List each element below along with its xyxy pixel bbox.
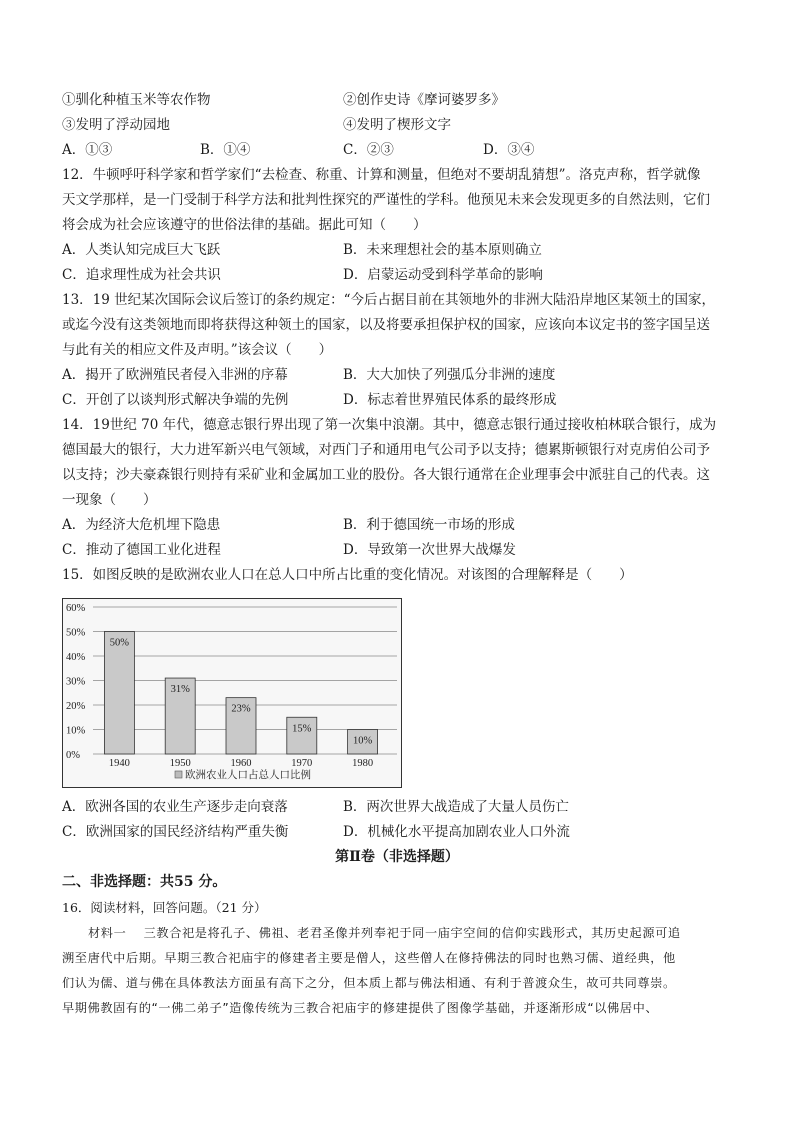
x-tick-label: 1980 [352, 758, 374, 769]
data-label: 50% [109, 637, 130, 649]
q14-stem-line-3: 以支持；沙夫豪森银行则持有采矿业和金属加工业的股份。各大银行通常在企业理事会中派驻自己的代表。这 [62, 467, 710, 483]
q13-option-a: A．揭开了欧洲殖民者侵入非洲的序幕 [62, 367, 288, 383]
material-line-3: 们认为儒、道与佛在具体教法方面虽有高下之分，但本质上都与佛法相通、有利于普渡众生，故可共同尊崇。 [62, 976, 676, 990]
q15-option-b: B．两次世界大战造成了大量人员伤亡 [343, 799, 569, 815]
q11-item-2: ②创作史诗《摩诃婆罗多》 [343, 92, 505, 108]
q14-option-b: B．利于德国统一市场的形成 [343, 517, 515, 533]
q13-option-c: C．开创了以谈判形式解决争端的先例 [62, 392, 289, 408]
q13-stem-line-3: 与此有关的相应文件及声明。”该会议（ ） [62, 342, 333, 358]
y-tick-label: 50% [66, 627, 86, 639]
y-tick-label: 40% [66, 652, 86, 663]
q11-item-3: ③发明了浮动园地 [62, 117, 170, 133]
material-line-2: 溯至唐代中后期。早期三教合祀庙宇的修建者主要是僧人，这些僧人在修持佛法的同时也熟习儒、道经典，他 [62, 951, 676, 965]
chart-legend: 欧洲农业人口占总人口比例 [185, 770, 311, 781]
section-heading: 二、非选择题：共55 分。 [62, 874, 227, 890]
data-label: 23% [231, 703, 251, 715]
q12-stem-line-1: 12．牛顿呼吁科学家和哲学家们“去检查、称重、计算和测量，但绝对不要胡乱猜想”。洛克声称，哲学就像 [62, 167, 701, 183]
y-tick-label: 60% [66, 603, 86, 614]
material-line-4: 早期佛教固有的“一佛二弟子”造像传统为三教合祀庙宇的修建提供了图像学基础，并逐渐形成“以佛居中、 [62, 1001, 659, 1015]
q12-option-b: B．未来理想社会的基本原则确立 [343, 242, 542, 258]
material-line-1: 材料一 三教合祀是将孔子、佛祖、老君圣像并列奉祀于同一庙宇空间的信仰实践形式，其历史起源可追 [88, 926, 681, 940]
q11-option-d: D．③④ [483, 142, 535, 158]
q14-stem-line-1: 14．19世纪 70 年代，德意志银行界出现了第一次集中浪潮。其中，德意志银行通过接收柏林联合银行，成为 [62, 417, 717, 433]
x-tick-label: 1970 [291, 758, 313, 769]
q13-option-d: D．标志着世界殖民体系的最终形成 [343, 392, 557, 408]
data-label: 31% [170, 684, 190, 696]
q12-stem-line-3: 将会成为社会应该遵守的世俗法律的基础。据此可知（ ） [62, 217, 427, 233]
q11-item-1: ①驯化种植玉米等农作物 [62, 92, 211, 108]
q11-option-b: B．①④ [200, 142, 251, 158]
q13-stem-line-1: 13．19 世纪某次国际会议后签订的条约规定：“今后占据目前在其领地外的非洲大陆沿岸地区某领土的国家， [62, 292, 716, 308]
y-tick-label: 10% [66, 725, 86, 737]
q14-option-d: D．导致第一次世界大战爆发 [343, 542, 516, 558]
bar-chart-svg [63, 599, 401, 787]
legend-swatch [175, 771, 182, 778]
q15-stem: 15．如图反映的是欧洲农业人口在总人口中所占比重的变化情况。对该图的合理解释是（ ） [62, 567, 633, 583]
q11-option-a: A．①③ [62, 142, 113, 158]
data-label: 10% [352, 735, 373, 747]
q14-option-c: C．推动了德国工业化进程 [62, 542, 221, 558]
bar [104, 632, 134, 755]
chart-bars [104, 632, 377, 755]
q15-option-d: D．机械化水平提高加剧农业人口外流 [343, 824, 570, 840]
q14-stem-line-2: 德国最大的银行，大力进军新兴电气领域，对西门子和通用电气公司予以支持；德累斯顿银行对克虏伯公司予 [62, 442, 710, 458]
q12-option-d: D．启蒙运动受到科学革命的影响 [343, 267, 543, 283]
q12-option-a: A．人类认知完成巨大飞跃 [62, 242, 221, 258]
q15-option-c: C．欧洲国家的国民经济结构严重失衡 [62, 824, 289, 840]
q14-stem-line-4: 一现象（ ） [62, 492, 157, 508]
x-tick-label: 1950 [169, 758, 191, 769]
x-tick-label: 1940 [108, 758, 130, 769]
q14-option-a: A．为经济大危机埋下隐患 [62, 517, 221, 533]
q11-item-4: ④发明了楔形文字 [343, 117, 451, 133]
y-tick-label: 20% [66, 701, 86, 712]
agricultural-population-chart [62, 598, 402, 788]
q15-option-a: A．欧洲各国的农业生产逐步走向衰落 [62, 799, 288, 815]
q13-stem-line-2: 或迄今没有这类领地而即将获得这种领土的国家，以及将要承担保护权的国家，应该向本议定书的签字国呈送 [62, 317, 710, 333]
q16-stem: 16．阅读材料，回答问题。（21 分） [62, 900, 267, 915]
q12-stem-line-2: 天文学那样，是一门受制于科学方法和批判性探究的严谨性的学科。他预见未来会发现更多的自然法则，它们 [62, 192, 710, 208]
q12-option-c: C．追求理性成为社会共识 [62, 267, 221, 283]
q13-option-b: B．大大加快了列强瓜分非洲的速度 [343, 367, 556, 383]
data-label: 15% [292, 723, 312, 735]
x-tick-label: 1960 [230, 758, 252, 769]
y-tick-label: 0% [66, 750, 80, 761]
volume-title: 第Ⅱ卷（非选择题） [335, 849, 459, 865]
y-tick-label: 30% [66, 676, 86, 688]
q11-option-c: C．②③ [343, 142, 394, 158]
